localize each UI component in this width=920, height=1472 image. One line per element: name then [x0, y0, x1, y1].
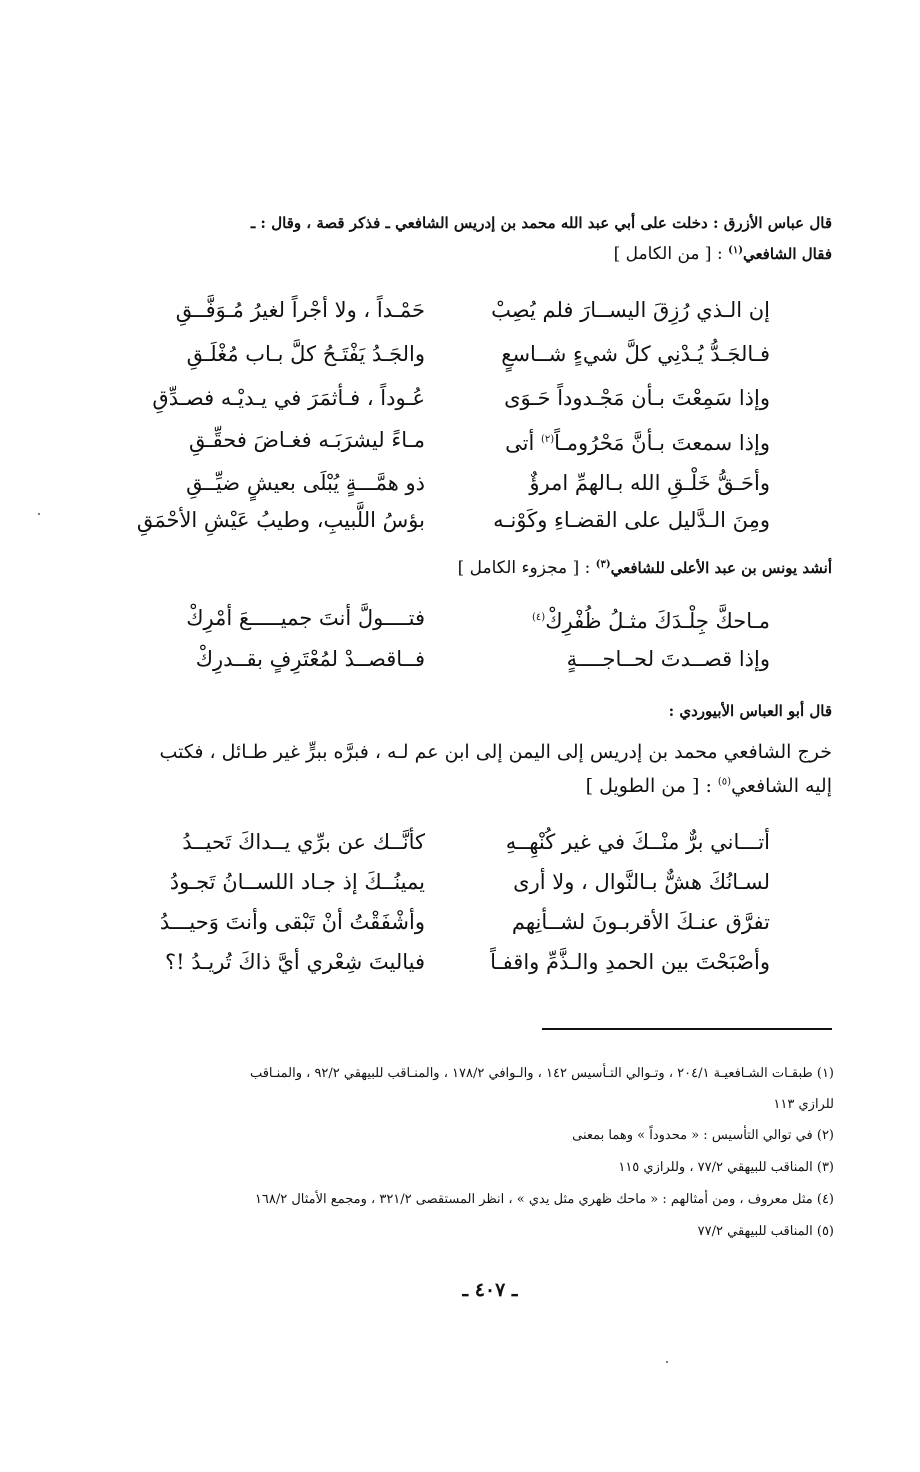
- footnote-5: (٥) المناقب للبيهقي ٧٧/٢: [697, 1224, 834, 1239]
- verse-6-right: ومِنَ الـدَّليل على القضـاءِ وكَوْنـه: [493, 508, 770, 532]
- verse-4-right: [480, 426, 770, 457]
- page-number: ـ ٤٠٧ ـ: [462, 1279, 518, 1301]
- verse-7-right: [480, 604, 770, 635]
- verse-5-left: ذو همَّـــةٍ يُبْلَى بعيشٍ ضيِّــقِ: [186, 471, 425, 495]
- section1-intro-speaker: فقال الشافعي: [742, 245, 832, 263]
- section1-intro: [251, 214, 832, 232]
- verse-11-left: وأشْفَقْتُ أنْ تَبْقى وأنتَ وَحيـــدُ: [159, 910, 425, 934]
- footnote-separator: [542, 1028, 832, 1030]
- footnote-1-line1: (١) طبقـات الشـافعيـة ٢٠٤/١ ، وتـوالي التـأسيس ١٤٢ ، والـوافي ١٧٨/٢ ، والمنـاقب للبيهقي ٩٢/٢ ، والمنـاقب: [249, 1066, 834, 1081]
- verse-9-right: أتـــاني برٌّ منْــكَ في غير كُنْهِــهِ: [505, 830, 770, 854]
- verse-5-right: وأحَـقُّ خَلْـقِ الله بـالهمِّ امرؤٌ: [529, 471, 770, 495]
- scan-speck: [38, 513, 40, 515]
- section3-prose-line2: [586, 775, 832, 797]
- section2-intro: [458, 558, 832, 578]
- footnote-1-line2: للرازي ١١٣: [773, 1097, 834, 1112]
- scan-speck: [666, 1361, 668, 1363]
- footnote-ref-2: (٢): [540, 434, 555, 445]
- verse-10-right: لسـانُكَ هشٌّ بـالنَّوال ، ولا أرى: [513, 870, 770, 894]
- verse-10-left: يمينُــكَ إذ جـاد اللســانُ تَجـودُ: [169, 870, 425, 894]
- verse-6-left: بؤسُ اللَّبيبِ، وطيبُ عَيْشِ الأحْمَقِ: [136, 508, 425, 532]
- footnote-3: (٣) المناقب للبيهقي ٧٧/٢ ، وللرازي ١١٥: [618, 1160, 834, 1175]
- verse-7-right-text: مـاحكَّ جِلْـدَكَ مثـلُ ظُفْرِكْ: [545, 609, 770, 633]
- verse-12-right: وأصْبَحْتَ بين الحمدِ والـذَّمِّ واقفـاً: [490, 950, 770, 974]
- section3-intro: قال أبو العباس الأبيوردي :: [668, 702, 832, 720]
- section1-intro-line1: قال عباس الأزرق : دخلت على أبي عبد الله محمد بن إدريس الشافعي ـ فذكر قصة ، وقال : ـ: [250, 214, 832, 232]
- verse-7-left: فتــــولَّ أنتَ جميـــــعَ أمْرِكْ: [186, 606, 425, 630]
- verse-3-left: عُـوداً ، فـأثمَرَ في يـديْـه فصـدِّقِ: [152, 386, 425, 410]
- verse-3-right: وإذا سَمِعْتَ بـأن مَجْـدوداً حَـوَى: [504, 386, 770, 410]
- footnote-ref-1: (١): [728, 245, 743, 256]
- verse-8-right: وإذا قصــدتَ لحــاجــــةٍ: [566, 647, 770, 671]
- section3-prose-speaker: إليه الشافعي: [731, 775, 832, 797]
- verse-8-left: فــاقصــدْ لمُعْتَرِفٍ بقــدرِكْ: [195, 647, 425, 671]
- section1-intro-line2: [614, 244, 832, 264]
- verse-4-left: مـاءً ليشرَبَـه فغـاضَ فحقِّـقِ: [188, 428, 425, 452]
- section2-intro-text: أنشد يونس بن عبد الأعلى للشافعي: [610, 559, 832, 577]
- verse-1-right: إن الـذي رُزِقَ اليســارَ فلم يُصِبْ: [491, 298, 770, 322]
- verse-2-left: والجَـدُ يَفْتَـحُ كلَّ بـاب مُغْلَـقِ: [186, 342, 425, 366]
- verse-1-left: حَمْـداً ، ولا أجْراً لغيرُ مُـوَفَّــقِ: [175, 298, 425, 322]
- footnote-4: (٤) مثل معروف ، ومن أمثالهم : « ماحك ظهري مثل يدي » ، انظر المستقصى ٣٢١/٢ ، ومجمع الأمثال ١٦٨/٢: [254, 1192, 834, 1207]
- footnote-ref-3: (٣): [595, 559, 611, 570]
- footnote-ref-5: (٥): [717, 776, 732, 788]
- footnote-2: (٢) في توالي التأسيس : « محدوداً » وهما بمعنى: [572, 1128, 834, 1143]
- section2-meter: : [ مجزوء الكامل ]: [457, 558, 596, 578]
- verse-12-left: فياليتَ شِعْري أيَّ ذاكَ تُريـدُ !؟: [164, 950, 425, 974]
- verse-9-left: كأنَّــك عن برِّي يــداكَ تَحيــدُ: [182, 830, 425, 854]
- verse-4-right-tail: أتى: [505, 431, 541, 455]
- verse-4-right-text: وإذا سمعتَ بـأنَّ مَحْرُومـاً: [554, 431, 770, 455]
- footnote-ref-4: (٤): [532, 612, 546, 623]
- verse-11-right: تفرَّق عنـكَ الأقربـونَ لشــأنِهم: [511, 910, 770, 934]
- section3-meter: : [ من الطويل ]: [585, 775, 718, 797]
- section3-prose-line1: خرج الشافعي محمد بن إدريس إلى اليمن إلى ابن عم لـه ، فبرَّه ببرٍّ غير طـائل ، فكتب: [159, 741, 832, 763]
- section1-meter: : [ من الكامل ]: [613, 244, 729, 264]
- verse-2-right: فـالجَـدُّ يُـدْنِي كلَّ شيءٍ شــاسعٍ: [501, 342, 770, 366]
